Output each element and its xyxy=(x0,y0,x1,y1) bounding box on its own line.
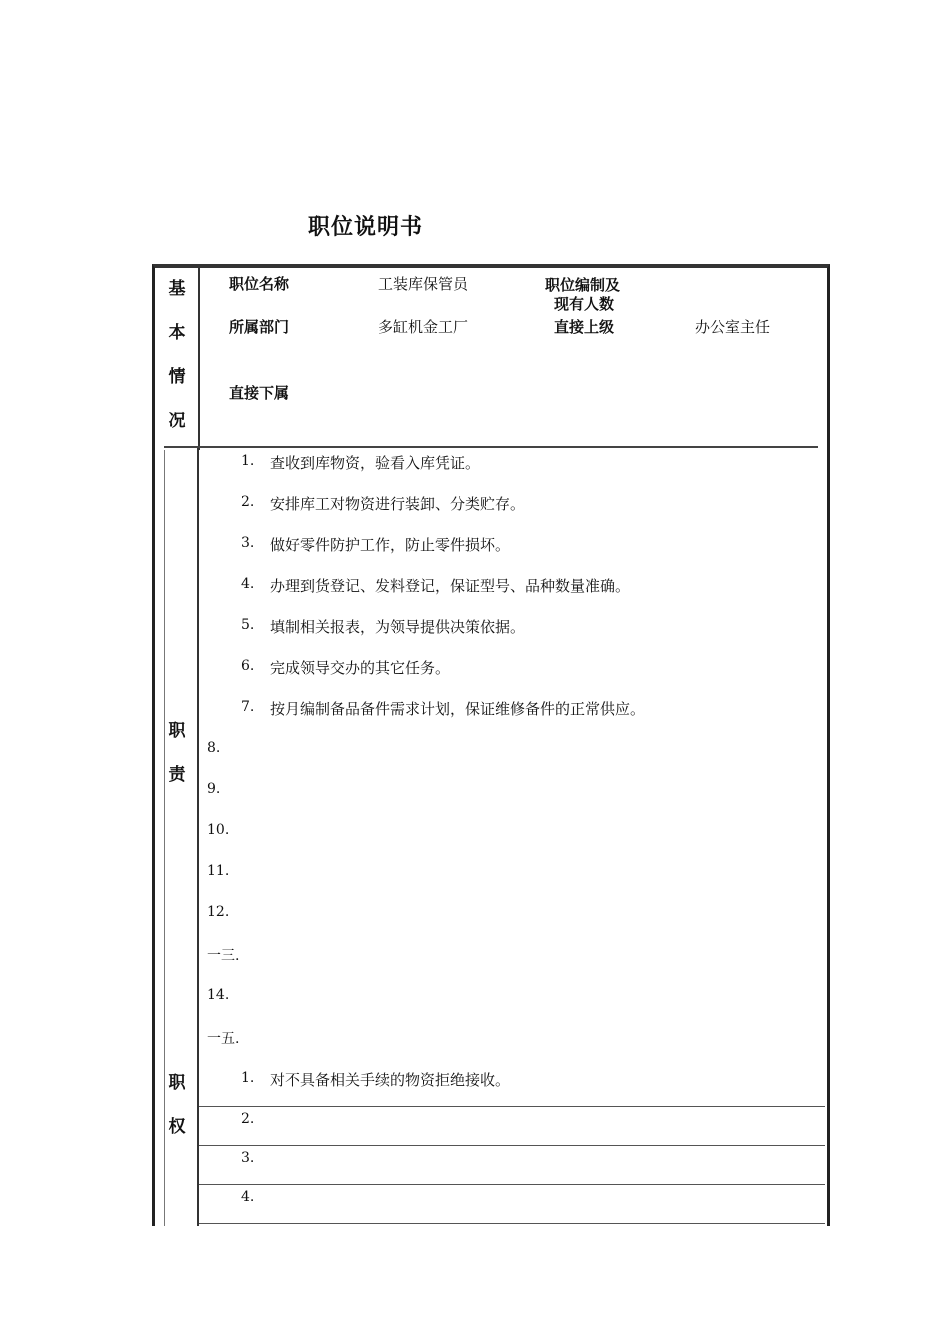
authority-number: 3. xyxy=(241,1150,255,1166)
superior-value: 办公室主任 xyxy=(695,318,771,336)
headcount-label-line1: 职位编制及 xyxy=(545,276,621,294)
authority-row-divider-1 xyxy=(199,1106,825,1107)
authority-text: 对不具备相关手续的物资拒绝接收。 xyxy=(270,1071,511,1089)
basic-section-divider xyxy=(164,446,818,448)
basic-section-char-3: 情 xyxy=(168,367,186,387)
duty-extra-number: 一五. xyxy=(207,1031,240,1047)
duty-text: 完成领导交办的其它任务。 xyxy=(270,659,451,677)
authority-section-char-1: 职 xyxy=(168,1073,186,1093)
duty-extra-number: 一三. xyxy=(207,948,240,964)
duty-extra-number: 12. xyxy=(207,904,230,920)
department-label: 所属部门 xyxy=(229,318,290,336)
headcount-label-line2: 现有人数 xyxy=(554,295,615,313)
duty-number: 7. xyxy=(241,699,255,715)
duty-extra-number: 8. xyxy=(207,740,221,756)
page-title: 职位说明书 xyxy=(308,215,424,240)
authority-number: 4. xyxy=(241,1189,255,1205)
authority-number: 1. xyxy=(241,1070,255,1086)
duty-number: 6. xyxy=(241,658,255,674)
duty-text: 填制相关报表，为领导提供决策依据。 xyxy=(270,618,526,636)
position-name-value: 工装库保管员 xyxy=(378,275,469,293)
duty-number: 3. xyxy=(241,535,255,551)
authority-row-divider-2 xyxy=(199,1145,825,1146)
basic-section-char-1: 基 xyxy=(168,279,186,299)
authority-section-char-2: 权 xyxy=(168,1117,186,1137)
basic-section-char-4: 况 xyxy=(168,411,186,431)
authority-row-divider-3 xyxy=(199,1184,825,1185)
duty-text: 按月编制备品备件需求计划，保证维修备件的正常供应。 xyxy=(270,700,646,718)
duty-number: 2. xyxy=(241,494,255,510)
duties-section-char-2: 责 xyxy=(168,765,186,785)
duty-text: 查收到库物资，验看入库凭证。 xyxy=(270,454,481,472)
superior-label: 直接上级 xyxy=(554,318,615,336)
duty-text: 安排库工对物资进行装卸、分类贮存。 xyxy=(270,495,526,513)
duty-extra-number: 14. xyxy=(207,987,230,1003)
left-column-divider xyxy=(198,268,200,450)
subordinate-label: 直接下属 xyxy=(229,384,290,402)
basic-section-char-2: 本 xyxy=(168,323,186,343)
left-column-divider-lower xyxy=(197,448,199,1226)
duty-number: 4. xyxy=(241,576,255,592)
left-inner-line xyxy=(164,450,165,1226)
department-value: 多缸机金工厂 xyxy=(378,318,469,336)
authority-bottom-line xyxy=(199,1223,825,1224)
authority-number: 2. xyxy=(241,1111,255,1127)
duties-section-char-1: 职 xyxy=(168,721,186,741)
position-name-label: 职位名称 xyxy=(229,275,290,293)
duty-extra-number: 9. xyxy=(207,781,221,797)
duty-number: 5. xyxy=(241,617,255,633)
duty-text: 做好零件防护工作，防止零件损坏。 xyxy=(270,536,511,554)
duty-text: 办理到货登记、发料登记，保证型号、品种数量准确。 xyxy=(270,577,631,595)
duty-extra-number: 10. xyxy=(207,822,230,838)
duty-number: 1. xyxy=(241,453,255,469)
duty-extra-number: 11. xyxy=(207,863,230,879)
